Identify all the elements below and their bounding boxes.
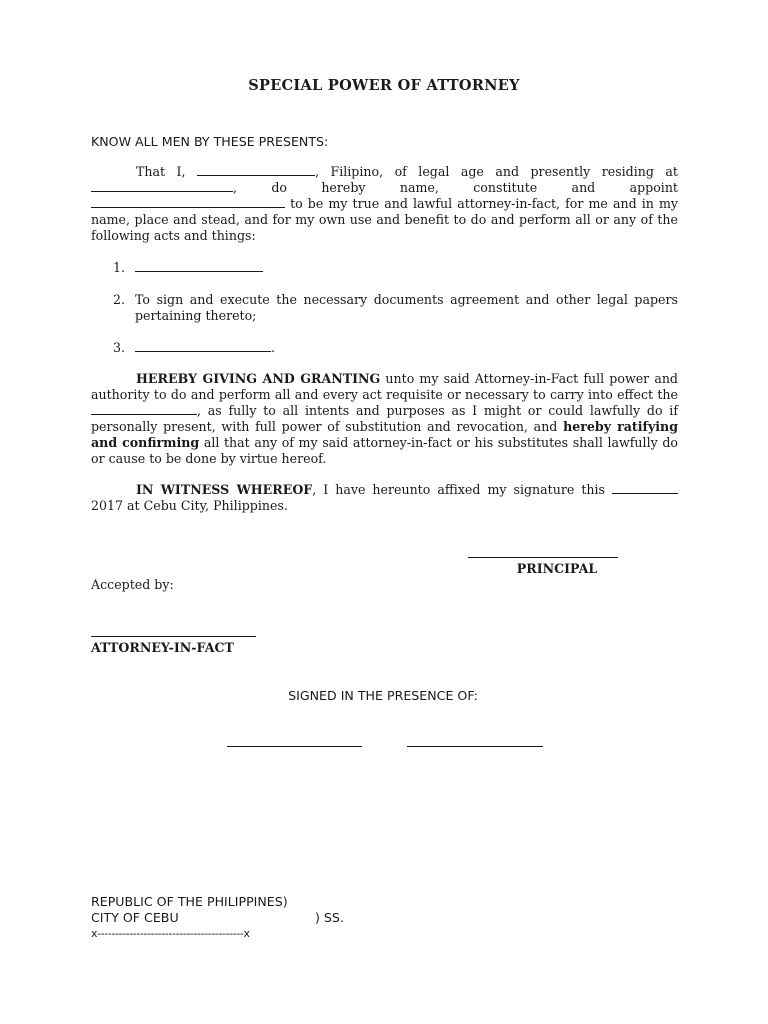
- attorney-name-blank: [91, 196, 285, 208]
- witness-heading: IN WITNESS WHEREOF: [136, 482, 313, 497]
- granting-heading: HEREBY GIVING AND GRANTING: [136, 371, 381, 386]
- list-text: .: [271, 340, 276, 355]
- list-item: [113, 292, 678, 324]
- witness-text-1: , I have hereunto affixed my signature this: [312, 482, 612, 497]
- witness-text-2: 2017 at Cebu City, Philippines.: [91, 498, 288, 513]
- list-number: 3.: [113, 340, 126, 355]
- act-3-blank: [135, 340, 271, 352]
- para1-text-1: That I,: [136, 164, 198, 179]
- list-item: [113, 260, 678, 276]
- principal-label: PRINCIPAL: [516, 561, 598, 576]
- para1-text-3: , do hereby name, constitute and appoint: [233, 180, 678, 195]
- granting-text-1: unto my said Attorney-in-Fact full power and authority to do and perform all and every act requisite or necessary to carry into effect the: [91, 371, 678, 402]
- act-1-blank: [135, 260, 263, 272]
- opening-line: KNOW ALL MEN BY THESE PRESENTS:: [91, 134, 329, 149]
- list-number: 2.: [113, 292, 126, 307]
- granting-paragraph: [91, 371, 678, 467]
- list-number: 1.: [113, 260, 126, 275]
- list-item: [113, 340, 678, 356]
- attorney-signature-line: [91, 636, 256, 637]
- granting-text-3: all that any of my said attorney-in-fact or his substitutes shall lawfully do or cause to be done by virtue hereof.: [91, 435, 678, 466]
- principal-signature-line: [468, 557, 618, 558]
- appointment-paragraph: [91, 164, 678, 244]
- jurat-city: CITY OF CEBU: [91, 910, 179, 925]
- jurat-ss: ) SS.: [315, 910, 344, 925]
- ratifying-clause: hereby ratifying and confirming: [91, 419, 679, 450]
- date-blank: [612, 482, 678, 494]
- residence-blank: [91, 180, 233, 192]
- signed-presence-label: SIGNED IN THE PRESENCE OF:: [288, 688, 478, 703]
- para1-text-4: to be my true and lawful attorney-in-fact, for me and in my name, place and stead, and for my own use and benefit to do and perform all or any of the following acts and things:: [91, 196, 678, 243]
- witness-signature-line-1: [227, 746, 362, 747]
- para1-text-2: , Filipino, of legal age and presently residing at: [315, 164, 678, 179]
- accepted-by-label: Accepted by:: [91, 577, 174, 592]
- attorney-label: ATTORNEY-IN-FACT: [91, 640, 234, 655]
- witness-paragraph: [91, 482, 678, 514]
- document-title: SPECIAL POWER OF ATTORNEY: [248, 77, 520, 94]
- granting-text-2: , as fully to all intents and purposes as I might or could lawfully do if personally present, with full power of substitution and revocation, and: [91, 403, 678, 434]
- purpose-blank: [91, 403, 197, 415]
- jurat-republic: REPUBLIC OF THE PHILIPPINES): [91, 894, 288, 909]
- jurat-divider: x-----------------------------------------x: [91, 927, 250, 940]
- principal-name-blank: [197, 164, 315, 176]
- list-text: To sign and execute the necessary documents agreement and other legal papers pertaining thereto;: [135, 292, 678, 323]
- witness-signature-line-2: [407, 746, 543, 747]
